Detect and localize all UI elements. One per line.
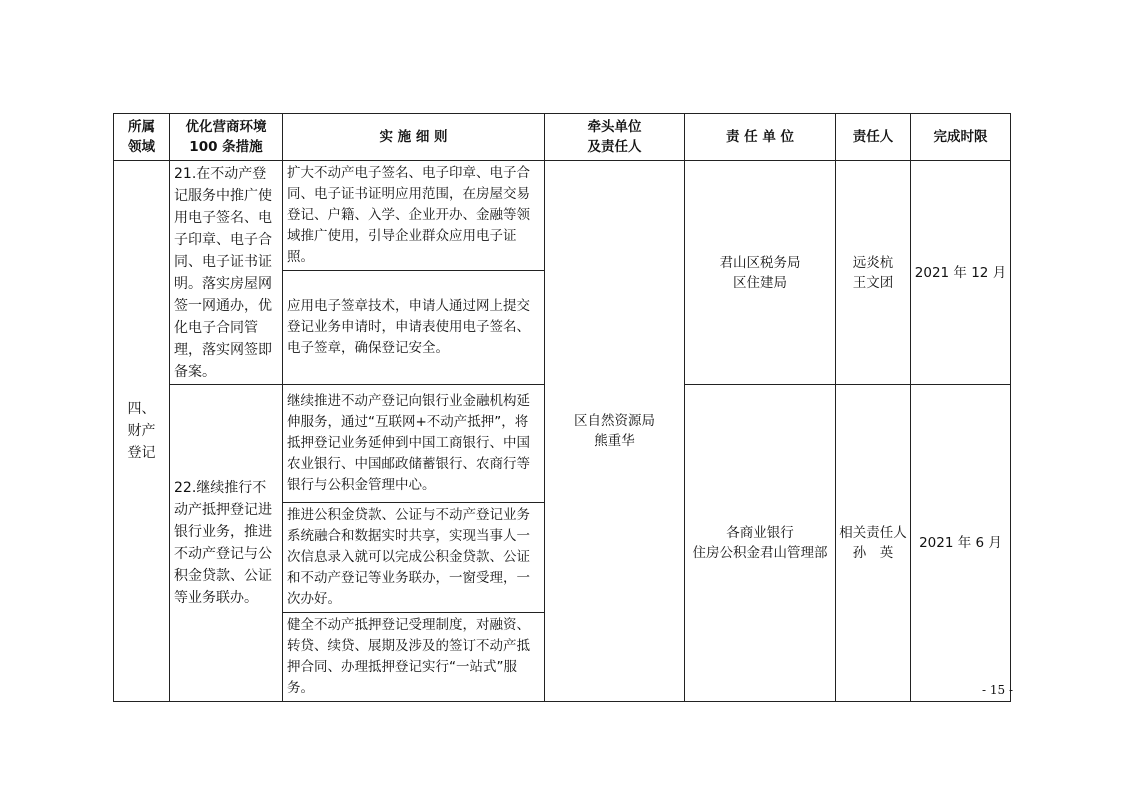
- responsible-unit-21: 君山区税务局 区住建局: [685, 161, 836, 385]
- page-number: - 15 -: [982, 683, 1014, 697]
- table-row: [114, 161, 1011, 271]
- measure-21: 21.在不动产登记服务中推广使用电子签名、电子印章、电子合同、电子证书证明。落实房屋网签一网通办，优化电子合同管理，落实网签即备案。: [170, 161, 283, 385]
- responsible-unit-22: 各商业银行 住房公积金君山管理部: [685, 385, 836, 702]
- responsible-person-21: 远炎杭 王文团: [836, 161, 911, 385]
- measure-22: 22.继续推行不动产抵押登记进银行业务，推进不动产登记与公积金贷款、公证等业务联办。: [170, 385, 283, 702]
- detail-22-1: 继续推进不动产登记向银行业金融机构延伸服务，通过“互联网+不动产抵押”，将抵押登记业务延伸到中国工商银行、中国农业银行、中国邮政储蓄银行、农商行等银行与公积金管理中心。: [283, 385, 545, 503]
- detail-22-2: 推进公积金贷款、公证与不动产登记业务系统融合和数据实时共享，实现当事人一次信息录入就可以完成公积金贷款、公证和不动产登记等业务联办，一窗受理，一次办好。: [283, 503, 545, 613]
- field-cell: 四、 财产 登记: [114, 161, 170, 702]
- header-details: 实 施 细 则: [283, 114, 545, 161]
- header-field: 所属 领域: [114, 114, 170, 161]
- deadline-22: 2021 年 6 月: [911, 385, 1011, 702]
- header-deadline: 完成时限: [911, 114, 1011, 161]
- header-responsible-person: 责任人: [836, 114, 911, 161]
- header-lead-unit: 牵头单位 及责任人: [545, 114, 685, 161]
- detail-22-3: 健全不动产抵押登记受理制度，对融资、转贷、续贷、展期及涉及的签订不动产抵押合同、办理抵押登记实行“一站式”服务。: [283, 613, 545, 702]
- detail-21-2: 应用电子签章技术，申请人通过网上提交登记业务申请时，申请表使用电子签名、电子签章，确保登记安全。: [283, 271, 545, 385]
- header-row: [114, 114, 1011, 161]
- header-responsible-unit: 责 任 单 位: [685, 114, 836, 161]
- responsible-person-22: 相关责任人 孙 英: [836, 385, 911, 702]
- detail-21-1: 扩大不动产电子签名、电子印章、电子合同、电子证书证明应用范围，在房屋交易登记、户籍、入学、企业开办、金融等领域推广使用，引导企业群众应用电子证照。: [283, 161, 545, 271]
- deadline-21: 2021 年 12 月: [911, 161, 1011, 385]
- measures-table: [113, 113, 1014, 702]
- lead-unit-cell: 区自然资源局 熊重华: [545, 161, 685, 702]
- header-measure: 优化营商环境 100 条措施: [170, 114, 283, 161]
